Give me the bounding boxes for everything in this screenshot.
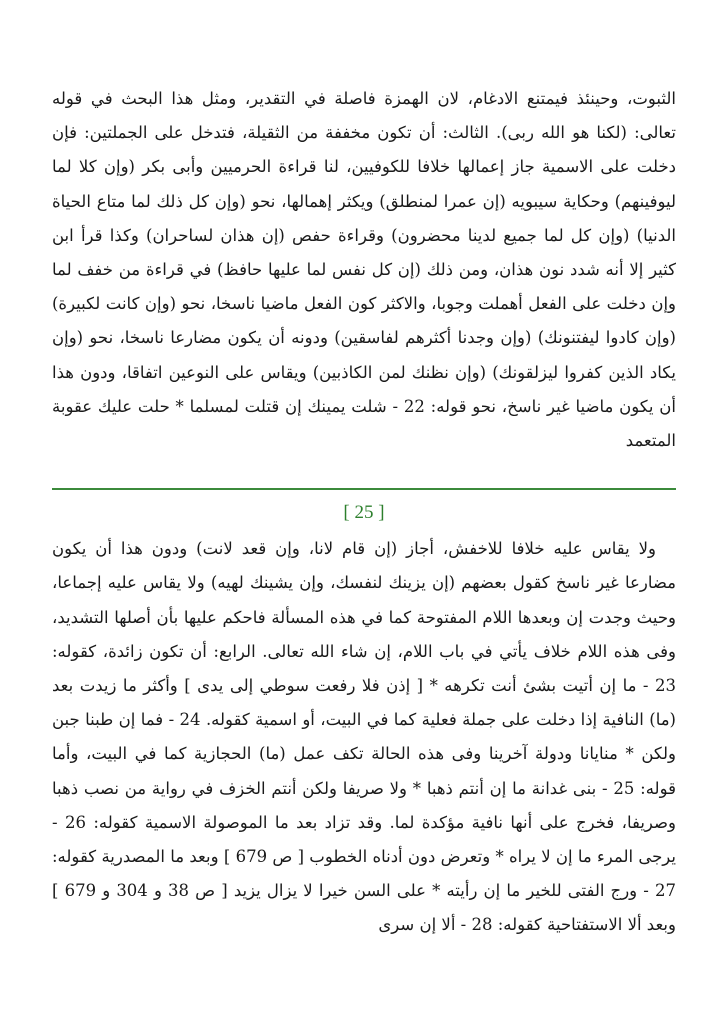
document-page bbox=[52, 82, 676, 943]
section-divider bbox=[52, 488, 676, 490]
paragraph-bottom: ولا يقاس عليه خلافا للاخفش، أجاز (إن قام لانا، وإن قعد لانت) ودون هذا أن يكون مضارعا غير ناسخ كقول بعضهم (إن يزينك لنفسك، وإن يشينك لهيه) ولا يقاس عليه إجماعا، وحيث وجدت إن وبعدها اللام المفتوحة كما في هذه المسألة فاحكم عليها بأن أصلها التشديد، وفى هذه اللام خلاف يأتي في باب اللام، إن شاء الله تعالى. الرابع: أن تكون زائدة، كقوله: 23 - ما إن أتيت بشئ أنت تكرهه * [ إذن فلا رفعت سوطي إلى يدى ] وأكثر ما زيدت بعد (ما) النافية إذا دخلت على جملة فعلية كما في البيت، أو اسمية كقوله. 24 - فما إن طبنا جبن ولكن * منايانا ودولة آخرينا وفى هذه الحالة تكف عمل (ما) الحجازية كما في البيت، وأما قوله: 25 - بنى غدانة ما إن أنتم ذهبا * ولا صريفا ولكن أنتم الخزف في رواية من نصب ذهبا وصريفا، فخرج على أنها نافية مؤكدة لما. وقد تزاد بعد ما الموصولة الاسمية كقوله: 26 - يرجى المرء ما إن لا يراه * وتعرض دون أدناه الخطوب [ ص 679 ] وبعد ما المصدرية كقوله: 27 - ورج الفتى للخير ما إن رأيته * على السن خيرا لا يزال يزيد [ ص 38 و 304 و 679 ] وبعد ألا الاستفتاحية كقوله: 28 - ألا إن سرى bbox=[52, 539, 676, 935]
page-number: [ 25 ] bbox=[343, 502, 385, 524]
paragraph-top: الثبوت، وحينئذ فيمتنع الادغام، لان الهمزة فاصلة في التقدير، ومثل هذا البحث في قوله تعالى: (لكنا هو الله ربى). الثالث: أن تكون مخففة من الثقيلة، فتدخل على الجملتين: فإن دخلت على الاسمية جاز إعمالها خلافا للكوفيين، لنا قراءة الحرميين وأبى بكر (وإن كلا لما ليوفينهم) وحكاية سيبويه (إن عمرا لمنطلق) ويكثر إهمالها، نحو (وإن كل ذلك لما متاع الحياة الدنيا) (وإن كل لما جميع لدينا محضرون) وقراءة حفص (إن هذان لساحران) وكذا قرأ ابن كثير إلا أنه شدد نون هذان، ومن ذلك (إن كل نفس لما عليها حافظ) في قراءة من خفف لما وإن دخلت على الفعل أهملت وجوبا، والاكثر كون الفعل ماضيا ناسخا، نحو (وإن كانت لكبيرة) (وإن كادوا ليفتنونك) (وإن وجدنا أكثرهم لفاسقين) ودونه أن يكون مضارعا ناسخا، نحو (وإن يكاد الذين كفروا ليزلقونك) (وإن نظنك لمن الكاذبين) ويقاس على النوعين اتفاقا، ودون هذا أن يكون ماضيا غير ناسخ، نحو قوله: 22 - شلت يمينك إن قتلت لمسلما * حلت عليك عقوبة المتعمد bbox=[52, 89, 676, 451]
